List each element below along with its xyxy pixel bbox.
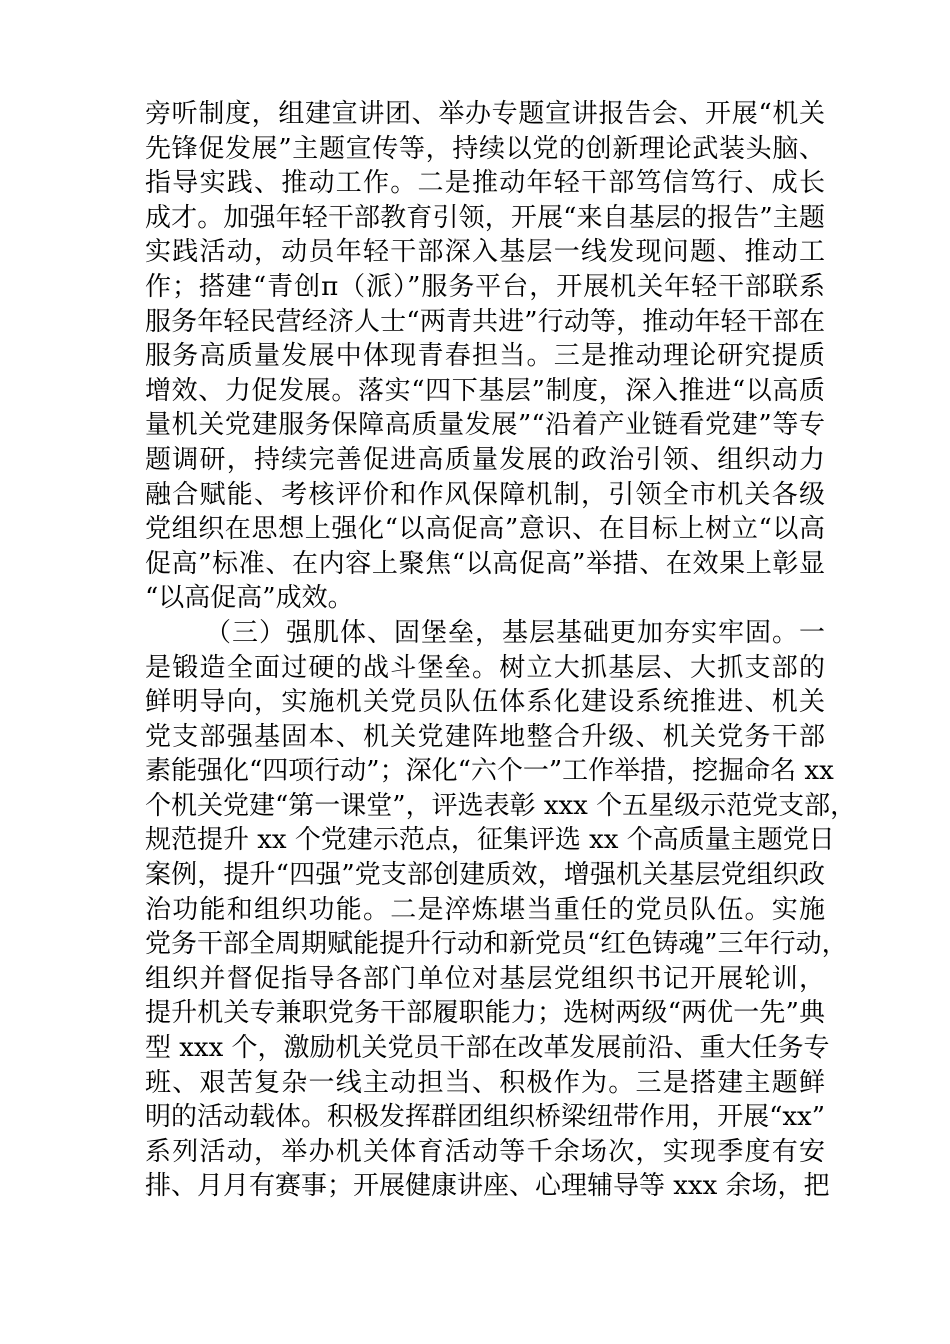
text-line: “以高促高”成效。	[145, 583, 354, 614]
text-line: 排、月月有赛事；开展健康讲座、心理辅导等 xxx 余场，把	[145, 1171, 830, 1202]
text-line: 明的活动载体。积极发挥群团组织桥梁纽带作用，开展“xx”	[145, 1102, 825, 1133]
text-line: 实践活动，动员年轻干部深入基层一线发现问题、推动工	[145, 237, 825, 268]
text-line: 型 xxx 个，激励机关党员干部在改革发展前沿、重大任务专	[145, 1033, 830, 1064]
text-line: 个机关党建“第一课堂”，评选表彰 xxx 个五星级示范党支部，	[145, 790, 857, 821]
section-heading-line: （三）强肌体、固堡垒，基层基础更加夯实牢固。一	[205, 617, 825, 648]
text-line: 增效、力促发展。落实“四下基层”制度，深入推进“以高质	[145, 375, 825, 406]
text-line: 素能强化“四项行动”；深化“六个一”工作举措，挖掘命名 xx	[145, 756, 834, 787]
text-line: 是锻造全面过硬的战斗堡垒。树立大抓基层、大抓支部的	[145, 652, 825, 683]
text-line: 服务高质量发展中体现青春担当。三是推动理论研究提质	[145, 341, 825, 372]
text-line: 案例，提升“四强”党支部创建质效，增强机关基层党组织政	[145, 860, 825, 891]
text-line: 作；搭建“青创π（派）”服务平台，开展机关年轻干部联系	[145, 271, 825, 302]
text-line: 旁听制度，组建宣讲团、举办专题宣讲报告会、开展“机关	[145, 99, 825, 129]
text-line: 先锋促发展”主题宣传等，持续以党的创新理论武装头脑、	[145, 133, 825, 164]
text-line: 党支部强基固本、机关党建阵地整合升级、机关党务干部	[145, 721, 825, 752]
text-line: 题调研，持续完善促进高质量发展的政治引领、组织动力	[145, 444, 825, 475]
text-line: 量机关党建服务保障高质量发展”“沿着产业链看党建”等专	[145, 410, 825, 441]
text-line: 系列活动，举办机关体育活动等千余场次，实现季度有安	[145, 1136, 825, 1167]
text-line: 党组织在思想上强化“以高促高”意识、在目标上树立“以高	[145, 514, 825, 545]
text-line: 融合赋能、考核评价和作风保障机制，引领全市机关各级	[145, 479, 825, 510]
text-line: 党务干部全周期赋能提升行动和新党员“红色铸魂”三年行动，	[145, 929, 848, 960]
body-text	[145, 97, 857, 1204]
text-line: 成才。加强年轻干部教育引领，开展“来自基层的报告”主题	[145, 202, 825, 233]
text-line: 班、艰苦复杂一线主动担当、积极作为。三是搭建主题鲜	[145, 1067, 825, 1098]
text-line: 促高”标准、在内容上聚焦“以高促高”举措、在效果上彰显	[145, 548, 825, 579]
text-line: 服务年轻民营经济人士“两青共进”行动等，推动年轻干部在	[145, 306, 825, 337]
text-line: 组织并督促指导各部门单位对基层党组织书记开展轮训，	[145, 963, 825, 994]
text-line: 规范提升 xx 个党建示范点，征集评选 xx 个高质量主题党日	[145, 825, 835, 856]
text-line: 治功能和组织功能。二是淬炼堪当重任的党员队伍。实施	[145, 894, 825, 925]
text-line: 指导实践、推动工作。二是推动年轻干部笃信笃行、成长	[145, 168, 825, 199]
text-line: 鲜明导向，实施机关党员队伍体系化建设系统推进、机关	[145, 687, 825, 718]
text-line: 提升机关专兼职党务干部履职能力；选树两级“两优一先”典	[145, 998, 825, 1029]
